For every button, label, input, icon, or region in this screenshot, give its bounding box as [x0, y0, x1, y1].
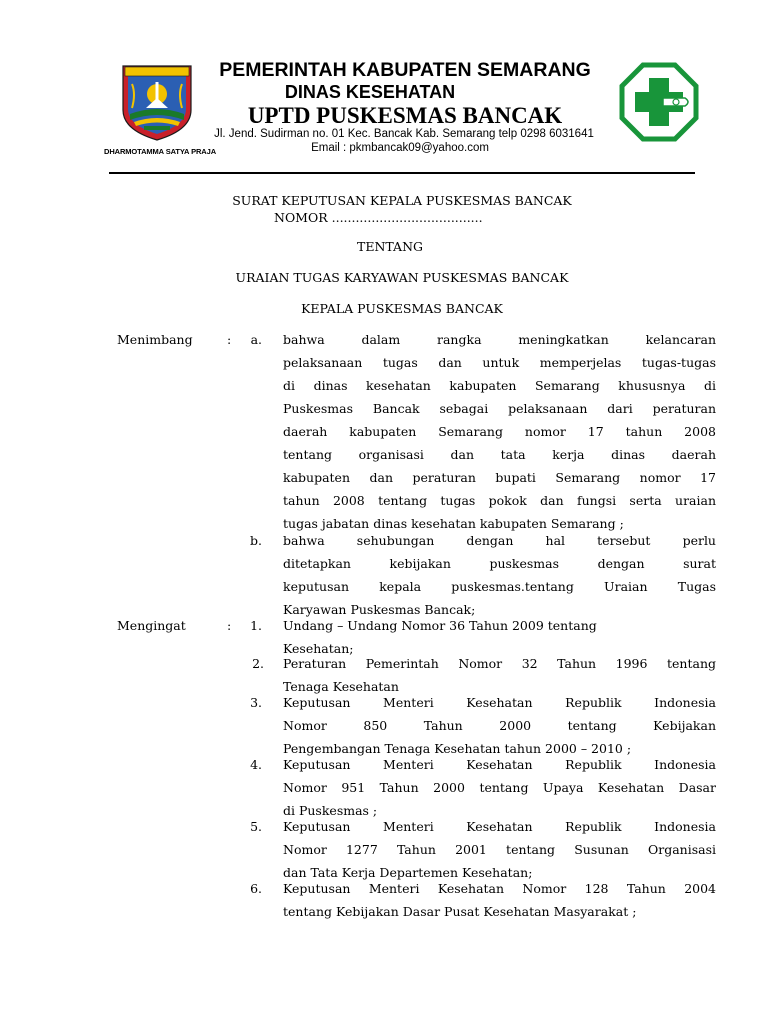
- decree-number: NOMOR ......................................: [274, 210, 483, 225]
- subject-heading: URAIAN TUGAS KARYAWAN PUSKESMAS BANCAK: [235, 270, 569, 285]
- considering-label: Menimbang: [117, 332, 193, 347]
- considering-b-line-1: bahwa sehubungan dengan hal tersebut perlu: [283, 533, 716, 548]
- remembering-5-line-3: dan Tata Kerja Departemen Kesehatan;: [283, 865, 533, 880]
- remembering-2-line-2: Tenaga Kesehatan: [283, 679, 399, 694]
- considering-b-line-2: ditetapkan kebijakan puskesmas dengan surat: [283, 556, 716, 571]
- remembering-marker-3: 3.: [250, 695, 262, 710]
- considering-b-line-3: keputusan kepala puskesmas.tentang Uraian Tugas: [283, 579, 716, 594]
- considering-colon: :: [227, 332, 232, 347]
- remembering-3-line-3: Pengembangan Tenaga Kesehatan tahun 2000 – 2010 ;: [283, 741, 632, 756]
- considering-a-line-7: kabupaten dan peraturan bupati Semarang nomor 17: [283, 470, 716, 485]
- remembering-3-line-1: Keputusan Menteri Kesehatan Republik Indonesia: [283, 695, 716, 710]
- remembering-marker-5: 5.: [250, 819, 262, 834]
- remembering-marker-4: 4.: [250, 757, 262, 772]
- remembering-4-line-2: Nomor 951 Tahun 2000 tentang Upaya Kesehatan Dasar: [283, 780, 716, 795]
- remembering-4-line-1: Keputusan Menteri Kesehatan Republik Indonesia: [283, 757, 716, 772]
- remembering-4-line-3: di Puskesmas ;: [283, 803, 378, 818]
- remembering-5-line-2: Nomor 1277 Tahun 2001 tentang Susunan Organisasi: [283, 842, 716, 857]
- remembering-colon: :: [227, 618, 232, 633]
- decree-title: SURAT KEPUTUSAN KEPALA PUSKESMAS BANCAK: [232, 193, 572, 208]
- considering-b-line-4: Karyawan Puskesmas Bancak;: [283, 602, 476, 617]
- remembering-6-line-2: tentang Kebijakan Dasar Pusat Kesehatan Masyarakat ;: [283, 904, 637, 919]
- considering-a-line-6: tentang organisasi dan tata kerja dinas daerah: [283, 447, 716, 462]
- considering-marker-b: b.: [250, 533, 262, 548]
- remembering-3-line-2: Nomor 850 Tahun 2000 tentang Kebijakan: [283, 718, 716, 733]
- remembering-1-line-1: Undang – Undang Nomor 36 Tahun 2009 tentang: [283, 618, 597, 633]
- puskesmas-cross-logo-icon: [619, 62, 699, 142]
- considering-a-line-3: di dinas kesehatan kabupaten Semarang khususnya di: [283, 378, 716, 393]
- government-name: PEMERINTAH KABUPATEN SEMARANG: [219, 59, 591, 81]
- remembering-label: Mengingat: [117, 618, 186, 633]
- about-heading: TENTANG: [356, 239, 423, 254]
- remembering-2-line-1: Peraturan Pemerintah Nomor 32 Tahun 1996 tentang: [283, 656, 716, 671]
- letterhead-divider: [109, 172, 695, 174]
- remembering-5-line-1: Keputusan Menteri Kesehatan Republik Indonesia: [283, 819, 716, 834]
- department-name: DINAS KESEHATAN: [284, 82, 456, 102]
- kabupaten-semarang-crest-icon: [120, 64, 194, 142]
- considering-a-line-9: tugas jabatan dinas kesehatan kabupaten Semarang ;: [283, 516, 624, 531]
- remembering-marker-1: 1.: [250, 618, 262, 633]
- considering-a-line-4: Puskesmas Bancak sebagai pelaksanaan dari peraturan: [283, 401, 716, 416]
- considering-a-line-5: daerah kabupaten Semarang nomor 17 tahun 2008: [283, 424, 716, 439]
- remembering-marker-6: 6.: [250, 881, 262, 896]
- remembering-6-line-1: Keputusan Menteri Kesehatan Nomor 128 Tahun 2004: [283, 881, 716, 896]
- issuer-heading: KEPALA PUSKESMAS BANCAK: [301, 301, 503, 316]
- remembering-marker-2: 2.: [252, 656, 264, 671]
- email-line: Email : pkmbancak09@yahoo.com: [311, 142, 489, 154]
- considering-a-line-2: pelaksanaan tugas dan untuk memperjelas tugas-tugas: [283, 355, 716, 370]
- remembering-1-line-2: Kesehatan;: [283, 641, 354, 656]
- considering-a-line-1: bahwa dalam rangka meningkatkan kelancaran: [283, 332, 716, 347]
- considering-marker-a: a.: [250, 332, 262, 347]
- address-line: Jl. Jend. Sudirman no. 01 Kec. Bancak Kab. Semarang telp 0298 6031641: [214, 128, 594, 140]
- considering-a-line-8: tahun 2008 tentang tugas pokok dan fungsi serta uraian: [283, 493, 716, 508]
- unit-name: UPTD PUSKESMAS BANCAK: [247, 103, 563, 128]
- crest-motto: DHARMOTAMMA SATYA PRAJA: [104, 147, 217, 156]
